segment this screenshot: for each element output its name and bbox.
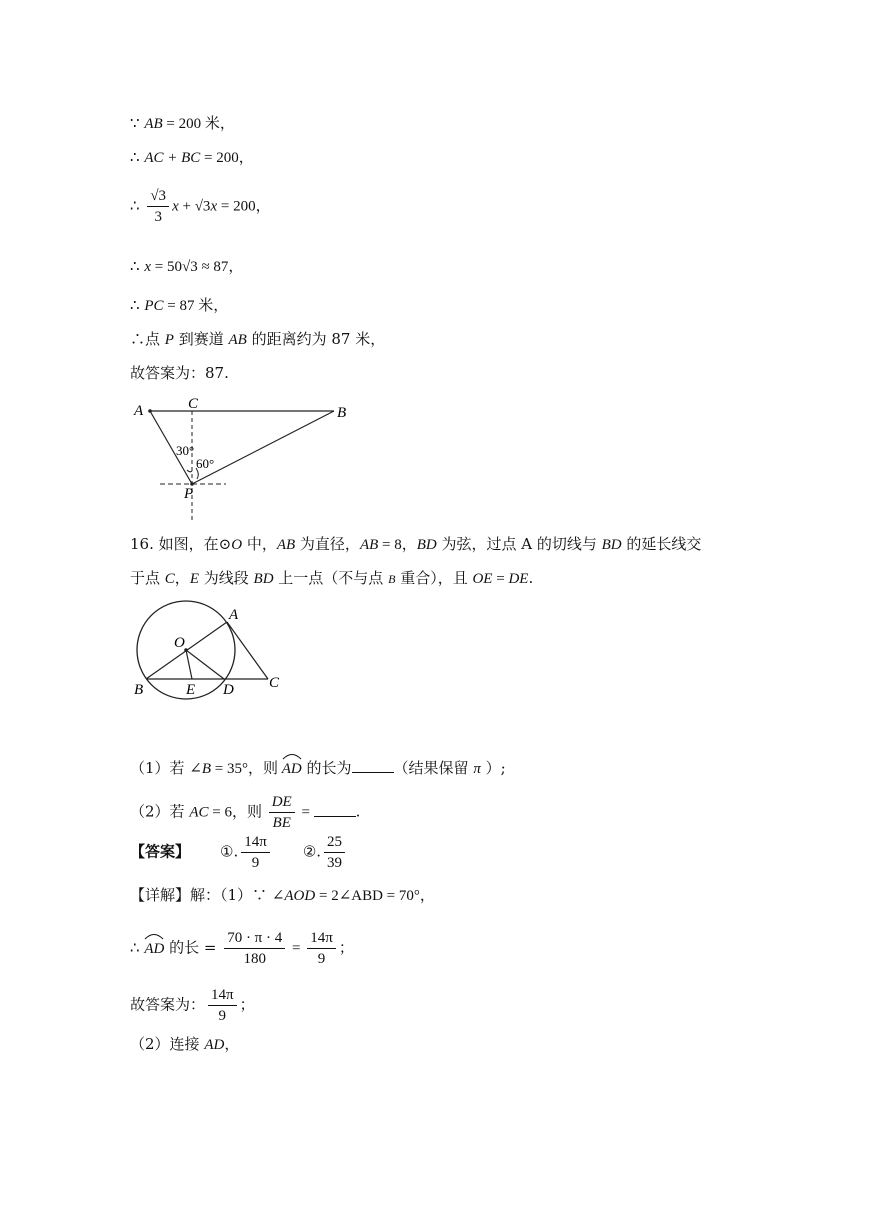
answer-label: 【答案】: [130, 842, 191, 861]
segment-ac: AC: [189, 804, 209, 821]
equals-6: = 6，则: [208, 804, 266, 821]
therefore-symbol: ∴: [130, 257, 140, 275]
line-equation-x: [130, 186, 271, 227]
arc-mark-icon: [144, 932, 164, 940]
segment-ab: AB: [359, 537, 379, 553]
text-end: ）;: [480, 759, 506, 777]
line-ac-bc-200: [130, 147, 254, 168]
pi-symbol: π: [473, 761, 481, 777]
unit-meter: 米，: [204, 114, 235, 132]
period: .: [528, 569, 534, 587]
segment-bd: BD: [253, 571, 274, 587]
text-diameter: 为直径，: [295, 535, 360, 553]
circle-dot-symbol: ⊙: [218, 535, 232, 553]
text-at-point: 于点: [130, 569, 165, 587]
fraction-numerator: 25: [324, 832, 345, 853]
point-e: E: [189, 571, 199, 587]
semicolon: ；: [239, 995, 255, 1014]
text-coincide-end: 重合），且: [395, 569, 473, 587]
connect-prefix: （2）连接: [130, 1035, 205, 1053]
arc-ad-label: AD: [144, 940, 165, 957]
tangent-ac: [227, 622, 268, 679]
variable-x: x: [210, 198, 218, 215]
equals-87: = 87: [163, 298, 199, 314]
arc-mark-icon: [282, 752, 302, 760]
label-e: E: [186, 682, 196, 698]
answer-1-fraction: [241, 832, 270, 873]
label-angle-60: 60°: [196, 456, 215, 471]
detail-label: 【详解】解：（1）: [130, 886, 253, 904]
segment-de: DE: [508, 571, 529, 587]
answer-text: 故答案为：87.: [130, 364, 229, 382]
question-1: [130, 756, 506, 779]
segment-oe: OE: [472, 571, 493, 587]
because-symbol: ∵: [252, 886, 272, 904]
line-answer-87: [130, 363, 229, 383]
variable-x: x: [172, 198, 179, 215]
fraction-numerator: 70 · π · 4: [224, 928, 285, 949]
segment-bd: BD: [416, 537, 437, 553]
answer-blank-2: [314, 802, 356, 817]
answer-2-index: ②.: [302, 842, 322, 861]
detail-line-2: [130, 928, 354, 969]
detail-line-connect: [130, 1034, 239, 1055]
point-o: O: [231, 537, 243, 553]
fraction-numerator: DE: [269, 792, 295, 813]
circle-figure: [130, 600, 290, 705]
label-angle-30: 30°: [176, 443, 195, 458]
segment-pc: PC: [144, 298, 164, 314]
plus-sign: +: [178, 198, 195, 215]
label-a: A: [134, 403, 144, 419]
text-extension: 的延长线交: [621, 535, 702, 553]
line-distance-conclusion: [130, 329, 385, 350]
answer-2-fraction: [324, 832, 345, 873]
label-o: O: [174, 635, 185, 651]
equals-8: = 8，: [378, 537, 417, 553]
because-symbol: ∵: [130, 114, 140, 132]
fraction-numerator: √3: [147, 186, 169, 207]
text-on-segment: 为线段: [198, 569, 254, 587]
text-in: 中，: [242, 535, 277, 553]
fraction-numerator: 14π: [307, 928, 336, 949]
question-1-prefix: （1）若: [130, 759, 190, 777]
equals-sign: =: [297, 804, 314, 821]
comma: ，: [224, 1035, 240, 1053]
answer-1-index: ①.: [220, 842, 239, 861]
point-a-dot: [148, 409, 152, 413]
therefore-symbol: ∴: [130, 148, 140, 166]
line-x-value: [130, 256, 243, 277]
variable-x: x: [144, 259, 151, 275]
fraction-denominator: 9: [251, 855, 260, 871]
label-a: A: [229, 607, 239, 623]
fraction-sqrt3-over-3: [147, 186, 169, 227]
text-chord-tangent: 为弦，过点 A 的切线与: [436, 535, 602, 553]
therefore-symbol: ∴: [130, 330, 146, 348]
equals-200: = 200，: [217, 198, 271, 215]
detail-answer-line: [130, 985, 255, 1026]
fraction-arc-length: [224, 928, 285, 969]
fraction-numerator: 14π: [241, 832, 270, 853]
fraction-result: [307, 928, 336, 969]
fraction-de-be: [269, 792, 295, 833]
sum-ac-bc: AC + BC: [144, 150, 201, 166]
angle-b: ∠B: [189, 761, 212, 777]
fraction-denominator: 9: [317, 951, 326, 967]
semicolon: ；: [338, 938, 354, 957]
fraction-numerator: 14π: [208, 985, 237, 1006]
label-p: P: [184, 486, 194, 502]
fraction-denominator: 3: [154, 209, 162, 225]
answer-prefix: 故答案为：: [130, 995, 206, 1014]
problem-16-line-2: [130, 568, 533, 589]
arc-ad: [282, 756, 302, 779]
label-c: C: [188, 396, 199, 412]
period: .: [355, 802, 361, 821]
therefore-symbol: ∴: [130, 296, 140, 314]
equals-200: = 200，: [200, 150, 254, 166]
equals-35-deg: = 35°，则: [211, 761, 282, 777]
triangle-figure: [130, 395, 370, 525]
segment-bd: BD: [601, 537, 622, 553]
segment-bp-line: [192, 411, 334, 484]
segment-ab: AB: [276, 537, 296, 553]
therefore-symbol: ∴: [130, 196, 140, 215]
label-b: B: [337, 405, 347, 421]
answer-line: [130, 832, 348, 873]
sqrt-3: √3: [181, 259, 198, 275]
equals-sign: =: [492, 571, 509, 587]
equals-200: = 200: [162, 116, 205, 132]
comma: ，: [174, 569, 190, 587]
line-ab-200: [130, 113, 235, 134]
text-point: 点: [145, 330, 165, 348]
unit-meter: 米，: [198, 296, 229, 314]
sqrt-3: √3: [194, 198, 211, 215]
segment-ad: AD: [204, 1037, 225, 1053]
question-2: [130, 792, 360, 833]
point-b: B: [388, 572, 396, 586]
arc-ad-label: AD: [281, 761, 302, 777]
approx-87: ≈ 87，: [197, 259, 244, 275]
equals-70-deg: = 2∠ABD = 70°，: [315, 888, 435, 904]
fraction-denominator: 39: [327, 855, 343, 871]
segment-ab: AB: [228, 332, 247, 348]
arc-ad: [144, 936, 164, 959]
angle-arc-30: [187, 470, 192, 472]
point-c: C: [164, 571, 175, 587]
problem-16-line-1: [130, 534, 701, 555]
fraction-denominator: 9: [218, 1008, 227, 1024]
segment-ab: AB: [144, 116, 163, 132]
text-length: 的长为: [301, 759, 352, 777]
equals-50: = 50: [151, 259, 182, 275]
fraction-denominator: 180: [243, 951, 266, 967]
therefore-symbol: ∴: [130, 938, 145, 957]
answer-blank-1: [352, 758, 394, 773]
angle-aod: ∠AOD: [271, 888, 316, 904]
text-distance: 的距离约为 87 米，: [246, 330, 386, 348]
problem-number: 16. 如图，在: [130, 535, 219, 553]
fraction-answer: [208, 985, 237, 1026]
text-length-eq: 的长 =: [164, 938, 222, 957]
equals-sign: =: [288, 940, 305, 957]
line-pc-87: [130, 295, 228, 316]
text-not-coincide: 上一点（不与点: [273, 569, 389, 587]
fraction-denominator: BE: [272, 815, 291, 831]
label-c: C: [269, 675, 280, 691]
question-2-prefix: （2）若: [130, 802, 190, 821]
point-p: P: [164, 332, 174, 348]
text-to-track: 到赛道: [173, 330, 229, 348]
label-b: B: [134, 682, 144, 698]
detail-line-1: [130, 885, 435, 906]
label-d: D: [223, 682, 234, 698]
text-keep-pi: （结果保留: [393, 759, 474, 777]
